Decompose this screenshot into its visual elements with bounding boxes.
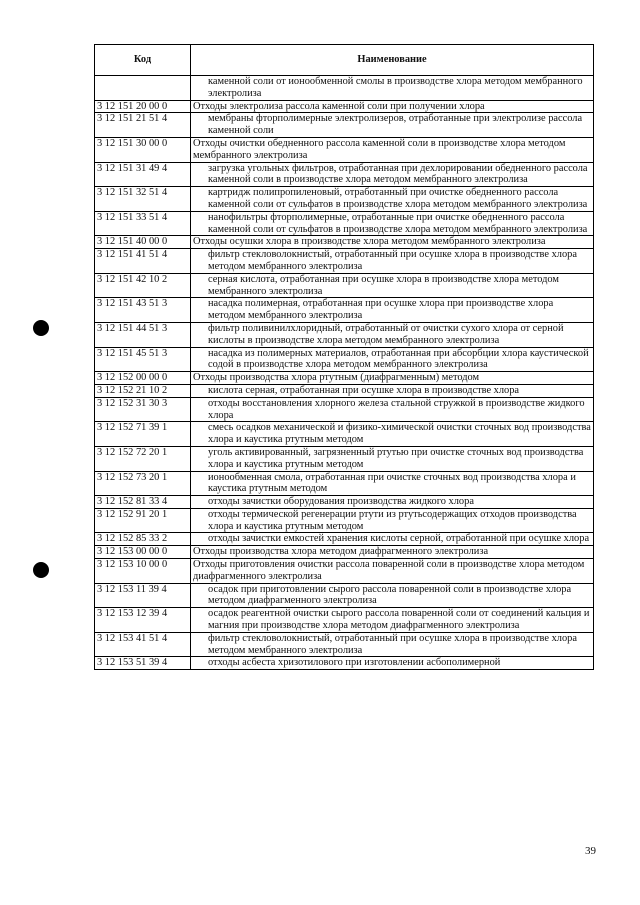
row-name: уголь активированный, загрязненный ртутью при очистке сточных вод производства хлора и каустика ртутным методом bbox=[191, 446, 594, 471]
row-name: Отходы приготовления очистки рассола поваренной соли в производстве хлора методом диафрагменного электролиза bbox=[191, 559, 594, 584]
row-name: Отходы очистки обедненного рассола каменной соли в производстве хлора методом мембранного электролиза bbox=[191, 137, 594, 162]
header-name: Наименование bbox=[191, 45, 594, 76]
row-name: загрузка угольных фильтров, отработанная при дехлорировании обедненного рассола каменной соли в производстве хлора методом мембранного электролиза bbox=[191, 162, 594, 187]
row-code bbox=[95, 76, 191, 101]
row-code: 3 12 151 31 49 4 bbox=[95, 162, 191, 187]
row-code: 3 12 152 73 20 1 bbox=[95, 471, 191, 496]
row-name: отходы зачистки оборудования производства жидкого хлора bbox=[191, 496, 594, 509]
table-row bbox=[95, 533, 594, 546]
row-code: 3 12 152 85 33 2 bbox=[95, 533, 191, 546]
row-code: 3 12 153 51 39 4 bbox=[95, 657, 191, 670]
row-code: 3 12 151 43 51 3 bbox=[95, 298, 191, 323]
row-code: 3 12 151 30 00 0 bbox=[95, 137, 191, 162]
row-name: кислота серная, отработанная при осушке хлора в производстве хлора bbox=[191, 384, 594, 397]
row-name: отходы асбеста хризотилового при изготовлении асбополимерной bbox=[191, 657, 594, 670]
row-name: насадка полимерная, отработанная при осушке хлора при производстве хлора методом мембранного электролиза bbox=[191, 298, 594, 323]
row-code: 3 12 153 11 39 4 bbox=[95, 583, 191, 608]
table-row bbox=[95, 236, 594, 249]
table-row bbox=[95, 113, 594, 138]
table-row bbox=[95, 249, 594, 274]
table-row bbox=[95, 372, 594, 385]
row-code: 3 12 151 44 51 3 bbox=[95, 322, 191, 347]
row-code: 3 12 152 81 33 4 bbox=[95, 496, 191, 509]
row-code: 3 12 151 45 51 3 bbox=[95, 347, 191, 372]
row-name: отходы термической регенерации ртути из ртутьсодержащих отходов производства хлора и каустика ртутным методом bbox=[191, 508, 594, 533]
row-code: 3 12 151 20 00 0 bbox=[95, 100, 191, 113]
row-code: 3 12 153 41 51 4 bbox=[95, 632, 191, 657]
table-row bbox=[95, 471, 594, 496]
row-name: картридж полипропиленовый, отработанный при очистке обедненного рассола каменной соли от сульфатов в производстве хлора методом мембранного электролиза bbox=[191, 187, 594, 212]
row-name: мембраны фторполимерные электролизеров, отработанные при электролизе рассола каменной соли bbox=[191, 113, 594, 138]
punch-hole-top bbox=[33, 320, 49, 336]
table-row bbox=[95, 298, 594, 323]
row-code: 3 12 152 31 30 3 bbox=[95, 397, 191, 422]
row-name: ионообменная смола, отработанная при очистке сточных вод производства хлора и каустика ртутным методом bbox=[191, 471, 594, 496]
row-code: 3 12 152 21 10 2 bbox=[95, 384, 191, 397]
document-page bbox=[94, 44, 594, 670]
row-code: 3 12 153 10 00 0 bbox=[95, 559, 191, 584]
table-row bbox=[95, 187, 594, 212]
table-row bbox=[95, 100, 594, 113]
row-name: отходы восстановления хлорного железа стальной стружкой в производстве жидкого хлора bbox=[191, 397, 594, 422]
row-name: Отходы производства хлора методом диафрагменного электролиза bbox=[191, 546, 594, 559]
table-body bbox=[95, 76, 594, 670]
row-name: Отходы электролиза рассола каменной соли при получении хлора bbox=[191, 100, 594, 113]
table-row bbox=[95, 422, 594, 447]
row-code: 3 12 151 21 51 4 bbox=[95, 113, 191, 138]
row-name: осадок при приготовлении сырого рассола поваренной соли в производстве хлора методом диафрагменного электролиза bbox=[191, 583, 594, 608]
table-row bbox=[95, 496, 594, 509]
table-row bbox=[95, 322, 594, 347]
row-name: фильтр поливинилхлоридный, отработанный от очистки сухого хлора от серной кислоты в производстве хлора методом мембранного электролиза bbox=[191, 322, 594, 347]
row-name: насадка из полимерных материалов, отработанная при абсорбции хлора каустической содой в производстве хлора методом мембранного электролиза bbox=[191, 347, 594, 372]
row-code: 3 12 152 00 00 0 bbox=[95, 372, 191, 385]
row-code: 3 12 151 41 51 4 bbox=[95, 249, 191, 274]
table-row bbox=[95, 211, 594, 236]
table-row bbox=[95, 347, 594, 372]
row-code: 3 12 152 72 20 1 bbox=[95, 446, 191, 471]
row-code: 3 12 152 91 20 1 bbox=[95, 508, 191, 533]
row-name: осадок реагентной очистки сырого рассола поваренной соли от соединений кальция и магния при производстве хлора методом диафрагменного электролиза bbox=[191, 608, 594, 633]
table-row bbox=[95, 397, 594, 422]
table-row bbox=[95, 559, 594, 584]
table-row bbox=[95, 384, 594, 397]
table-row bbox=[95, 76, 594, 101]
row-name: Отходы производства хлора ртутным (диафрагменным) методом bbox=[191, 372, 594, 385]
table-row bbox=[95, 583, 594, 608]
row-name: отходы зачистки емкостей хранения кислоты серной, отработанной при осушке хлора bbox=[191, 533, 594, 546]
row-name: нанофильтры фторполимерные, отработанные при очистке обедненного рассола каменной соли от сульфатов в производстве хлора методом мембранного электролиза bbox=[191, 211, 594, 236]
row-code: 3 12 151 42 10 2 bbox=[95, 273, 191, 298]
header-code: Код bbox=[95, 45, 191, 76]
row-name: серная кислота, отработанная при осушке хлора в производстве хлора методом мембранного электролиза bbox=[191, 273, 594, 298]
row-name: Отходы осушки хлора в производстве хлора методом мембранного электролиза bbox=[191, 236, 594, 249]
table-row bbox=[95, 162, 594, 187]
table-row bbox=[95, 657, 594, 670]
row-code: 3 12 151 40 00 0 bbox=[95, 236, 191, 249]
waste-classification-table bbox=[94, 44, 594, 670]
punch-hole-bottom bbox=[33, 562, 49, 578]
table-row bbox=[95, 446, 594, 471]
row-name: фильтр стекловолокнистый, отработанный при осушке хлора в производстве хлора методом мембранного электролиза bbox=[191, 632, 594, 657]
row-name: каменной соли от ионообменной смолы в производстве хлора методом мембранного электролиза bbox=[191, 76, 594, 101]
page-number: 39 bbox=[585, 845, 596, 857]
row-code: 3 12 151 32 51 4 bbox=[95, 187, 191, 212]
table-row bbox=[95, 137, 594, 162]
table-row bbox=[95, 608, 594, 633]
table-header-row bbox=[95, 45, 594, 76]
row-code: 3 12 153 12 39 4 bbox=[95, 608, 191, 633]
table-row bbox=[95, 546, 594, 559]
table-row bbox=[95, 508, 594, 533]
row-name: фильтр стекловолокнистый, отработанный при осушке хлора в производстве хлора методом мембранного электролиза bbox=[191, 249, 594, 274]
row-name: смесь осадков механической и физико-химической очистки сточных вод производства хлора и каустика ртутным методом bbox=[191, 422, 594, 447]
table-row bbox=[95, 632, 594, 657]
row-code: 3 12 153 00 00 0 bbox=[95, 546, 191, 559]
row-code: 3 12 151 33 51 4 bbox=[95, 211, 191, 236]
table-row bbox=[95, 273, 594, 298]
row-code: 3 12 152 71 39 1 bbox=[95, 422, 191, 447]
